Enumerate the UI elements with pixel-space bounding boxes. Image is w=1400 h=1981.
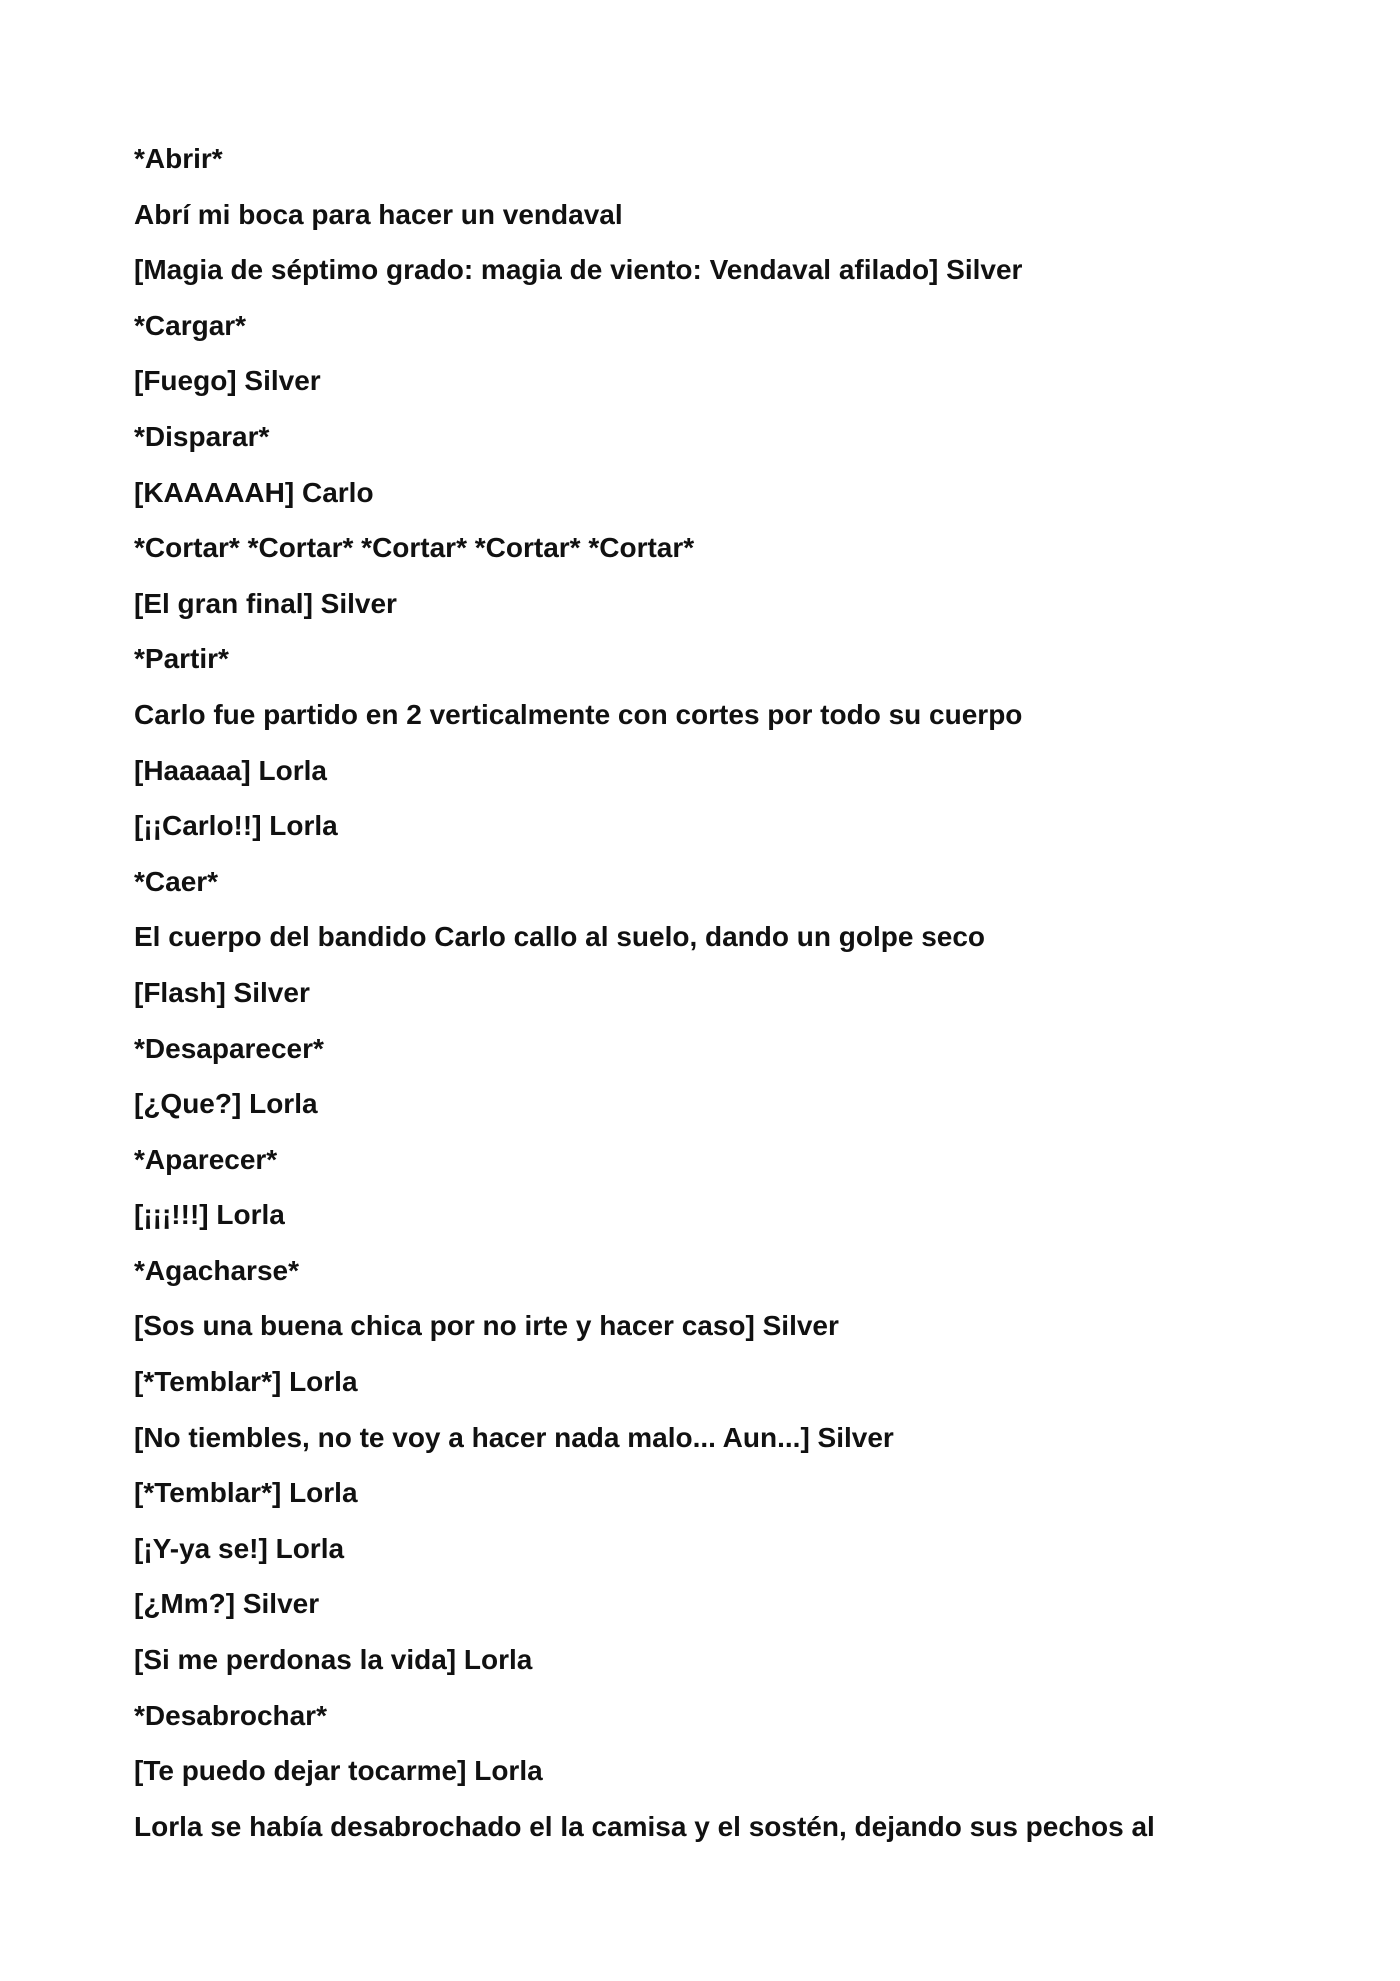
text-line: *Aparecer*: [134, 1143, 278, 1175]
text-line: *Desabrochar*: [134, 1699, 327, 1731]
text-line: [Te puedo dejar tocarme] Lorla: [134, 1755, 543, 1787]
text-line: [Flash] Silver: [134, 976, 310, 1008]
text-line: [¿Mm?] Silver: [134, 1588, 320, 1620]
text-line: Lorla se había desabrochado el la camisa y el sostén, dejando sus pechos al: [134, 1810, 1155, 1842]
text-line: [*Temblar*] Lorla: [134, 1477, 358, 1509]
text-line: [No tiembles, no te voy a hacer nada malo... Aun...] Silver: [134, 1421, 894, 1453]
text-line: Carlo fue partido en 2 verticalmente con cortes por todo su cuerpo: [134, 698, 1023, 730]
text-line: [*Temblar*] Lorla: [134, 1366, 358, 1398]
text-line: [¡¡¡!!!] Lorla: [134, 1199, 285, 1231]
text-line: [El gran final] Silver: [134, 587, 397, 619]
story-text: [134, 131, 1314, 1854]
text-line: [¡¡Carlo!!] Lorla: [134, 810, 338, 842]
text-line: [Haaaaa] Lorla: [134, 754, 327, 786]
text-line: *Desaparecer*: [134, 1032, 324, 1064]
text-line: *Caer*: [134, 865, 219, 897]
text-line: [Fuego] Silver: [134, 365, 321, 397]
text-line: *Abrir*: [134, 143, 223, 174]
text-line: [Magia de séptimo grado: magia de viento: Vendaval afilado] Silver: [134, 254, 1023, 286]
text-line: *Disparar*: [134, 420, 270, 452]
text-line: [KAAAAAH] Carlo: [134, 476, 374, 508]
text-line: [¿Que?] Lorla: [134, 1088, 318, 1120]
text-line: *Cargar*: [134, 309, 247, 341]
text-line: [Si me perdonas la vida] Lorla: [134, 1644, 533, 1676]
text-line: *Cortar* *Cortar* *Cortar* *Cortar* *Cortar*: [134, 532, 695, 564]
text-line: [Sos una buena chica por no irte y hacer caso] Silver: [134, 1310, 839, 1342]
text-line: *Agacharse*: [134, 1254, 299, 1286]
text-line: *Partir*: [134, 643, 229, 675]
text-line: Abrí mi boca para hacer un vendaval: [134, 198, 623, 230]
text-line: El cuerpo del bandido Carlo callo al suelo, dando un golpe seco: [134, 921, 986, 953]
text-line: [¡Y-ya se!] Lorla: [134, 1532, 345, 1564]
